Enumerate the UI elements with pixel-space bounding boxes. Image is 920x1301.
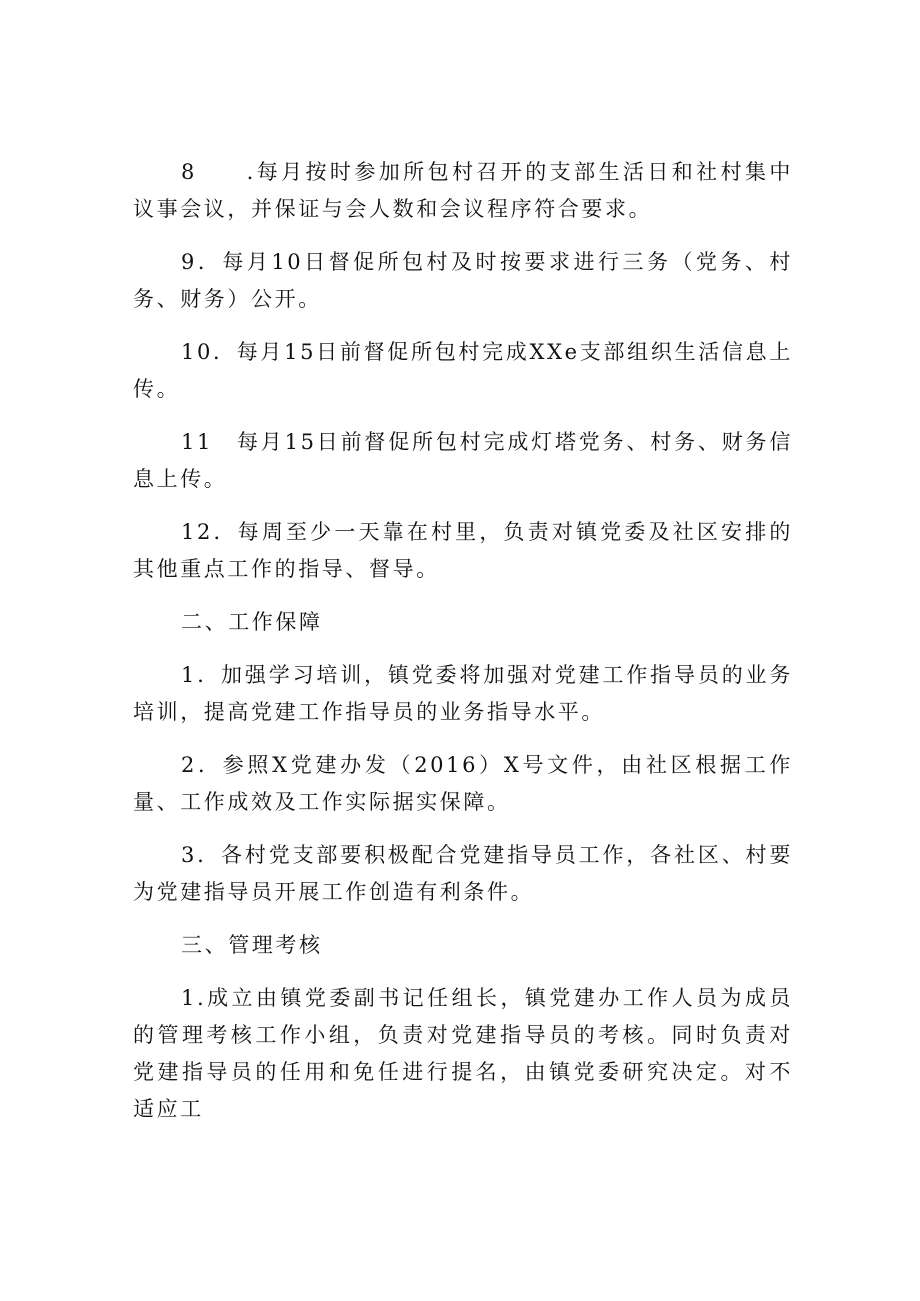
- document-body: [133, 154, 793, 1144]
- paragraph-guarantee-2: 2．参照X党建办发（2016）X号文件，由社区根据工作量、工作成效及工作实际据实保障。: [133, 753, 793, 814]
- paragraph-item-12: 12．每周至少一天靠在村里，负责对镇党委及社区安排的其他重点工作的指导、督导。: [133, 520, 793, 581]
- section-heading-work-guarantee: 二、工作保障: [181, 610, 323, 634]
- paragraph-item-9: 9．每月10日督促所包村及时按要求进行三务（党务、村务、财务）公开。: [133, 250, 793, 311]
- paragraph-item-10: 10．每月15日前督促所包村完成XXe支部组织生活信息上传。: [133, 340, 793, 401]
- paragraph-item-8: 8 .每月按时参加所包村召开的支部生活日和社村集中议事会议，并保证与会人数和会议程序符合要求。: [133, 160, 793, 221]
- paragraph-guarantee-3: 3．各村党支部要积极配合党建指导员工作，各社区、村要为党建指导员开展工作创造有利条件。: [133, 843, 793, 904]
- paragraph-guarantee-1: 1．加强学习培训，镇党委将加强对党建工作指导员的业务培训，提高党建工作指导员的业务指导水平。: [133, 663, 793, 724]
- paragraph-item-11: 11 每月15日前督促所包村完成灯塔党务、村务、财务信息上传。: [133, 430, 793, 491]
- paragraph-management-1: 1.成立由镇党委副书记任组长，镇党建办工作人员为成员的管理考核工作小组，负责对党建指导员的考核。同时负责对党建指导员的任用和免任进行提名，由镇党委研究决定。对不适应工: [133, 986, 793, 1121]
- section-heading-management-assessment: 三、管理考核: [181, 933, 323, 957]
